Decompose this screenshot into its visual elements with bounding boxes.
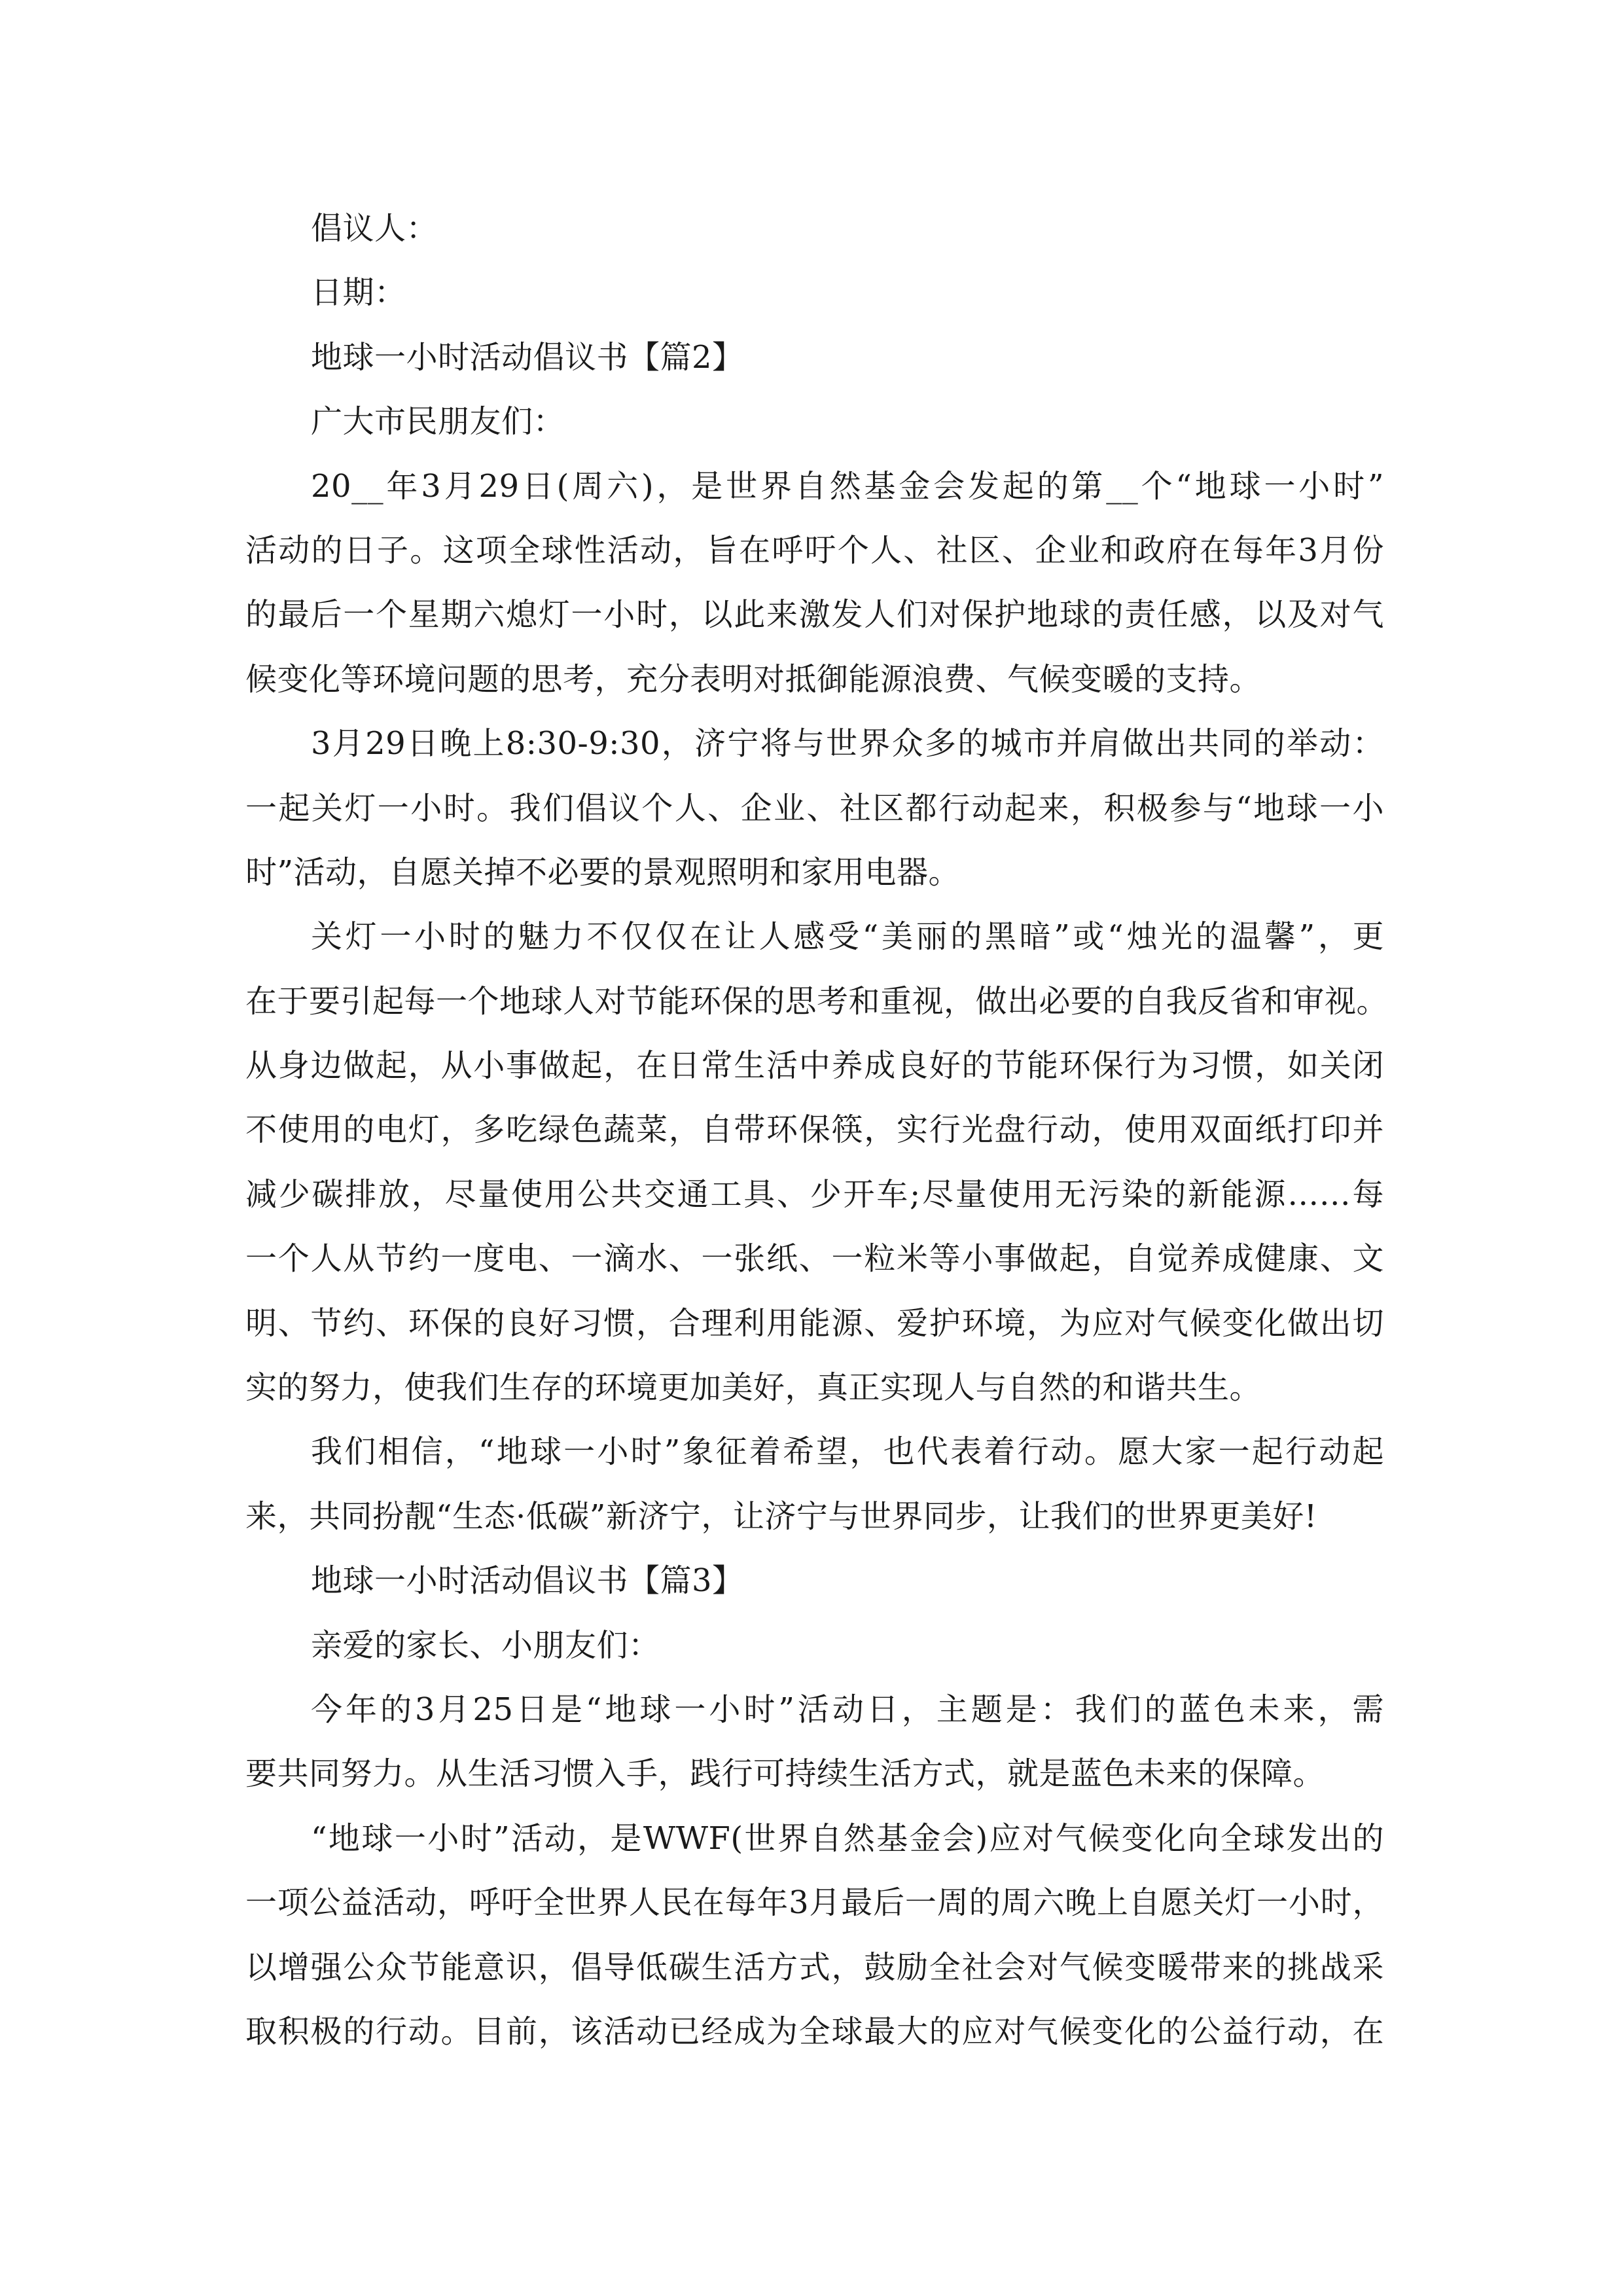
section-title: 地球一小时活动倡议书【篇3】: [311, 1562, 744, 1600]
section-title: 地球一小时活动倡议书【篇2】: [311, 338, 744, 376]
paragraph-line: 3月29日晚上8:30-9:30，济宁将与世界众多的城市并肩做出共同的举动：: [311, 725, 1384, 762]
paragraph-line: 活动的日子。这项全球性活动，旨在呼吁个人、社区、企业和政府在每年3月份: [245, 531, 1384, 569]
paragraph-line: 明、节约、环保的良好习惯，合理利用能源、爱护环境，为应对气候变化做出切: [245, 1304, 1384, 1342]
paragraph-line: 在于要引起每一个地球人对节能环保的思考和重视，做出必要的自我反省和审视。: [245, 982, 1389, 1020]
document-body: [245, 196, 1389, 2064]
proposer-line: 倡议人：: [311, 210, 438, 247]
paragraph-line: 要共同努力。从生活习惯入手，践行可持续生活方式，就是蓝色未来的保障。: [245, 1755, 1325, 1793]
paragraph-line: 今年的3月25日是“地球一小时”活动日，主题是：我们的蓝色未来，需: [311, 1691, 1384, 1728]
greeting: 广大市民朋友们：: [311, 403, 565, 440]
paragraph-line: 一个人从节约一度电、一滴水、一张纸、一粒米等小事做起，自觉养成健康、文: [245, 1240, 1384, 1278]
paragraph-line: 时”活动，自愿关掉不必要的景观照明和家用电器。: [245, 853, 961, 891]
paragraph-line: 一起关灯一小时。我们倡议个人、企业、社区都行动起来，积极参与“地球一小: [245, 789, 1384, 827]
paragraph: [245, 711, 1384, 905]
paragraph-line: 不使用的电灯，多吃绿色蔬菜，自带环保筷，实行光盘行动，使用双面纸打印并: [245, 1111, 1384, 1149]
paragraph-line: 取积极的行动。目前，该活动已经成为全球最大的应对气候变化的公益行动，在: [245, 2013, 1384, 2050]
paragraph-line: “地球一小时”活动，是WWF(世界自然基金会)应对气候变化向全球发出的: [311, 1820, 1384, 1857]
date-line: 日期：: [311, 274, 406, 312]
paragraph: [245, 1677, 1384, 1806]
greeting: 亲爱的家长、小朋友们：: [311, 1626, 660, 1664]
paragraph-line: 减少碳排放，尽量使用公共交通工具、少开车;尽量使用无污染的新能源……每: [245, 1175, 1384, 1213]
paragraph: [245, 1806, 1384, 2064]
paragraph-line: 的最后一个星期六熄灯一小时，以此来激发人们对保护地球的责任感，以及对气: [245, 596, 1384, 634]
paragraph-line: 以增强公众节能意识，倡导低碳生活方式，鼓励全社会对气候变暖带来的挑战采: [245, 1948, 1384, 1986]
paragraph-line: 关灯一小时的魅力不仅仅在让人感受“美丽的黑暗”或“烛光的温馨”，更: [311, 918, 1384, 956]
paragraph-line: 候变化等环境问题的思考，充分表明对抵御能源浪费、气候变暖的支持。: [245, 660, 1262, 698]
paragraph: [245, 905, 1389, 1420]
paragraph-line: 来，共同扮靓“生态·低碳”新济宁，让济宁与世界同步，让我们的世界更美好!: [245, 1498, 1317, 1535]
paragraph: [245, 1420, 1384, 1549]
paragraph-line: 实的努力，使我们生存的环境更加美好，真正实现人与自然的和谐共生。: [245, 1369, 1262, 1407]
paragraph-line: 从身边做起，从小事做起，在日常生活中养成良好的节能环保行为习惯，如关闭: [245, 1047, 1384, 1085]
paragraph-line: 一项公益活动，呼吁全世界人民在每年3月最后一周的周六晚上自愿关灯一小时，: [245, 1884, 1384, 1922]
paragraph: [245, 454, 1384, 712]
paragraph-line: 20__年3月29日(周六)，是世界自然基金会发起的第__个“地球一小时”: [311, 467, 1384, 505]
paragraph-line: 我们相信，“地球一小时”象征着希望，也代表着行动。愿大家一起行动起: [311, 1433, 1384, 1471]
